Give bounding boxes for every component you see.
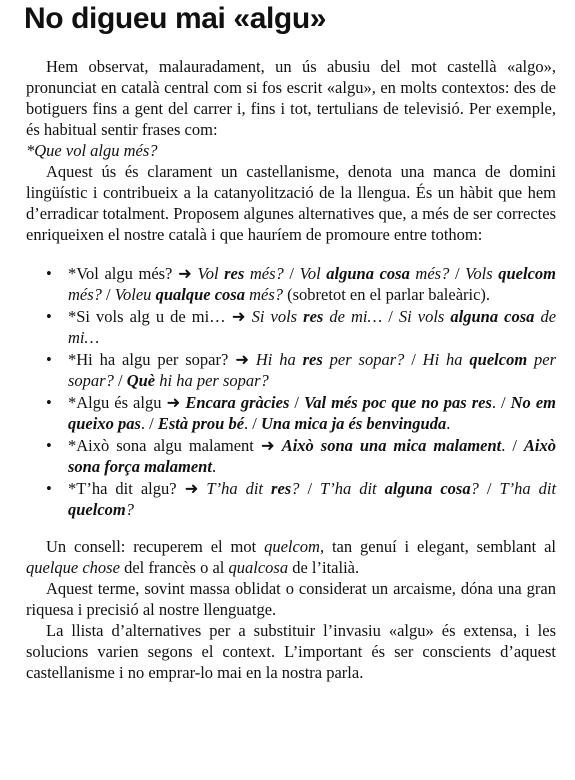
article-body (26, 56, 556, 683)
closing-paragraph-3: La llista d’alternatives per a substituir l’invasiu «algu» és extensa, i les solucions varien segons el context. L’important és ser conscients d’aquest castellanisme i no emprar-lo mai en la nostra parla. (26, 621, 556, 682)
bullet-icon: • (46, 393, 52, 412)
text-segment: / (113, 371, 127, 390)
text-segment: Si vols (398, 307, 451, 326)
incorrect-phrase: *Vol algu més? (68, 264, 173, 283)
text-segment: més? (244, 285, 283, 304)
text-segment: de mi… (68, 307, 557, 347)
text-segment: alguna cosa (326, 264, 410, 283)
text-segment: res (302, 350, 323, 369)
text-segment: quelcom (469, 350, 528, 369)
text-segment: . / (491, 393, 511, 412)
page-title: No digueu mai «algu» (24, 2, 327, 35)
text-segment: . (211, 457, 217, 476)
text-segment: . / (140, 414, 158, 433)
text-segment: / (449, 264, 466, 283)
list-item (26, 306, 556, 348)
text-segment: res (271, 479, 292, 498)
text-segment: Això sona una mica malament (281, 436, 502, 455)
text-segment: / (404, 350, 423, 369)
arrow-right-icon: ➜ (235, 350, 250, 369)
incorrect-phrase: *Si vols alg u de mi… (68, 307, 226, 326)
bullet-icon: • (46, 479, 52, 498)
text-segment: Un consell: recuperem el mot (46, 537, 265, 556)
text-segment: per sopar? (68, 350, 557, 390)
closing-paragraph-2: Aquest terme, sovint massa oblidat o considerat un arcaisme, dóna una gran riquesa i precisió al nostre llenguatge. (26, 579, 556, 619)
incorrect-phrase: *Hi ha algu per sopar? (68, 350, 229, 369)
text-segment: / (299, 479, 321, 498)
bullet-icon: • (46, 307, 52, 326)
incorrect-phrase: *Algu és algu (68, 393, 162, 412)
arrow-right-icon: ➜ (166, 393, 181, 412)
text-segment: . / (501, 436, 524, 455)
text-segment: qualque cosa (155, 285, 245, 304)
text-segment: T’ha dit (320, 479, 385, 498)
text-segment: Què (126, 371, 156, 390)
text-segment: T’ha dit (206, 479, 272, 498)
text-segment: Això sona força malament (68, 436, 557, 476)
list-item (26, 263, 556, 305)
list-item (26, 392, 556, 434)
alternatives-list (26, 263, 556, 520)
text-segment: Vol (197, 264, 225, 283)
bullet-icon: • (46, 436, 52, 455)
text-segment: qualcosa (228, 558, 289, 577)
text-segment: ? (125, 500, 134, 519)
text-segment: quelcom (498, 264, 556, 283)
bullet-icon: • (46, 264, 52, 283)
text-segment: / (478, 479, 500, 498)
closing-paragraph-1 (26, 536, 556, 578)
text-segment: Una mica ja és benvinguda (261, 414, 447, 433)
text-segment: / (283, 264, 300, 283)
text-segment: No em queixo pas (68, 393, 556, 433)
text-segment: Si vols (251, 307, 304, 326)
text-segment: alguna cosa (384, 479, 471, 498)
text-segment: T’ha dit (499, 479, 557, 498)
arrow-right-icon: ➜ (231, 307, 246, 326)
text-segment: , tan genuí i elegant, semblant al (319, 537, 556, 556)
example-phrase: *Que vol algu més? (26, 141, 158, 160)
text-segment: quelcom (264, 537, 320, 556)
text-segment: / (289, 393, 305, 412)
text-segment: Hi ha (422, 350, 470, 369)
text-segment: Hi ha (255, 350, 303, 369)
arrow-right-icon: ➜ (178, 264, 192, 283)
text-segment: quelcom (68, 500, 126, 519)
text-segment: Vols (465, 264, 499, 283)
text-segment: / (382, 307, 399, 326)
text-segment: més? (244, 264, 284, 283)
list-item (26, 349, 556, 391)
bullet-icon: • (46, 350, 52, 369)
text-segment: del francès o al (119, 558, 229, 577)
text-segment: Encara gràcies (185, 393, 290, 412)
text-segment: Vol (299, 264, 327, 283)
intro-text: Hem observat, malauradament, un ús abusiu del mot castellà «algo», pronunciat en català central com si fos escrit «algu», en molts contextos: des de botiguers fins a gent del carrer i, fins i tot, tertulians de televisió. Per exemple, és habitual sentir frases com: (26, 57, 556, 139)
text-segment: Val més poc que no pas res (304, 393, 492, 412)
incorrect-phrase: *Això sona algu malament (68, 436, 254, 455)
text-segment: més? (409, 264, 450, 283)
text-segment: Voleu (114, 285, 156, 304)
text-segment: res (224, 264, 245, 283)
text-segment: Està prou bé (157, 414, 245, 433)
text-segment: . (446, 414, 451, 433)
intro-paragraph-2: Aquest ús és clarament un castellanisme, denota una manca de domini lingüístic i contribueix a la catanyolització de la llengua. És un hàbit que hem d’erradicar totalment. Proposem algunes alternatives que, a més de ser correctes enriqueixen el nostre català i que hauríem de promoure entre tothom: (26, 162, 556, 244)
arrow-right-icon: ➜ (184, 479, 199, 498)
text-segment: ? (291, 479, 300, 498)
incorrect-phrase: *T’ha dit algu? (68, 479, 177, 498)
text-segment: de l’italià. (288, 558, 360, 577)
text-segment: quelque chose (26, 558, 120, 577)
text-segment: res (303, 307, 324, 326)
text-segment: per sopar? (322, 350, 405, 369)
intro-paragraph-1 (26, 56, 556, 161)
text-segment: / (101, 285, 115, 304)
text-segment: ? (470, 479, 479, 498)
text-segment: més? (68, 285, 102, 304)
text-segment: alguna cosa (450, 307, 535, 326)
list-item (26, 435, 556, 477)
arrow-right-icon: ➜ (260, 436, 275, 455)
list-item (26, 478, 556, 520)
text-segment: hi ha per sopar? (155, 371, 269, 390)
text-segment: . / (244, 414, 262, 433)
text-segment: (sobretot en el parlar baleàric). (283, 285, 491, 304)
text-segment: de mi… (323, 307, 383, 326)
